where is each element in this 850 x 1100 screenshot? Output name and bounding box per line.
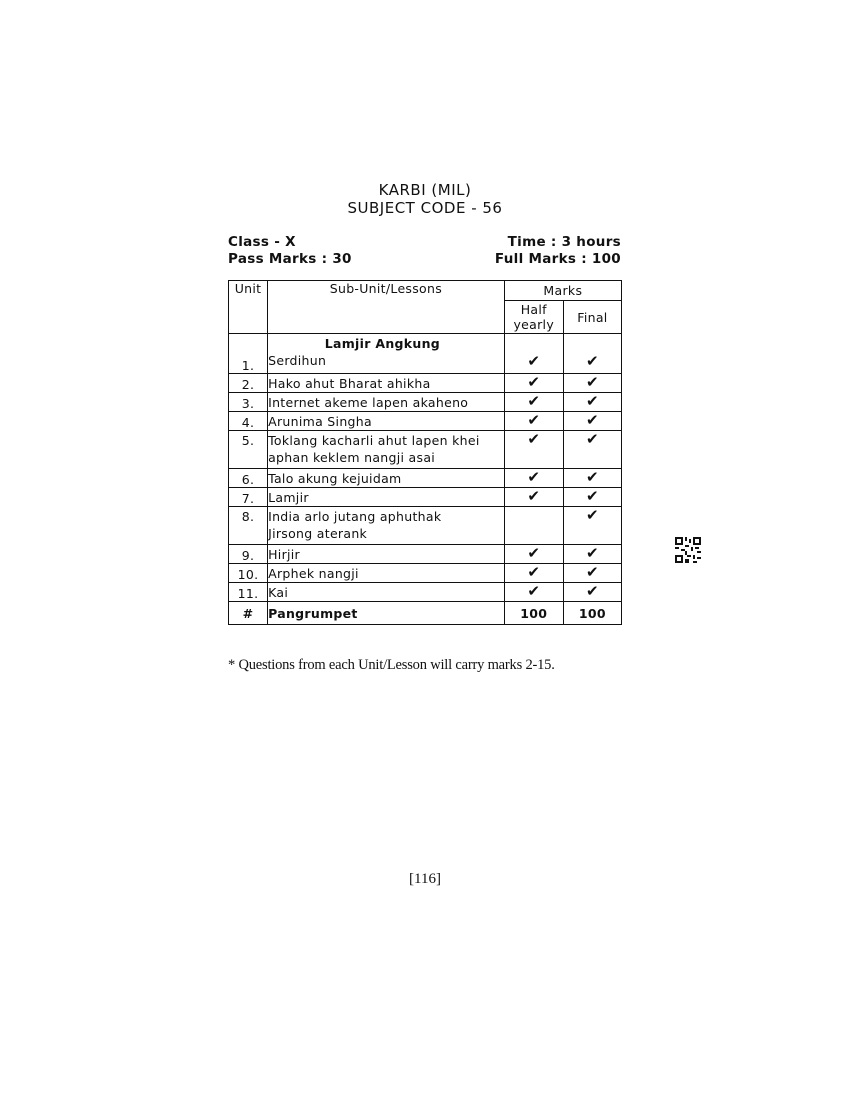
- table-row: [229, 583, 622, 602]
- lesson-line: Talo akung kejuidam: [268, 470, 402, 486]
- table-row: [229, 469, 622, 488]
- final-cell: [563, 431, 621, 469]
- lesson-line: Internet akeme lapen akaheno: [268, 394, 469, 410]
- half-yearly-cell: [504, 374, 563, 393]
- lesson-line: Toklang kacharli ahut lapen khei: [268, 433, 480, 448]
- unit-number: 10.: [229, 564, 268, 583]
- lesson-name: [268, 583, 505, 602]
- lesson-name: [268, 564, 505, 583]
- section-title: Lamjir Angkung: [324, 336, 441, 351]
- lesson-line: Serdihun: [268, 353, 327, 368]
- header-marks: Marks: [504, 281, 621, 301]
- checkmark-icon: ✔: [585, 392, 599, 410]
- final-cell: [563, 334, 621, 374]
- final-cell: [563, 412, 621, 431]
- total-final: 100: [563, 602, 621, 625]
- lesson-line: Jirsong aterank: [268, 526, 368, 541]
- lesson-line: Arunima Singha: [268, 413, 372, 429]
- half-yearly-cell: [504, 412, 563, 431]
- lesson-name: [268, 412, 505, 431]
- lesson-name: [268, 507, 505, 545]
- table-row: [229, 564, 622, 583]
- checkmark-icon: ✔: [585, 582, 599, 600]
- checkmark-icon: ✔: [527, 411, 541, 429]
- checkmark-icon: ✔: [527, 487, 541, 505]
- checkmark-icon: ✔: [527, 373, 541, 391]
- full-marks-label: Full Marks : 100: [494, 251, 621, 267]
- final-cell: [563, 469, 621, 488]
- lesson-name: [268, 374, 505, 393]
- unit-number: 2.: [229, 374, 268, 393]
- checkmark-icon: ✔: [585, 373, 599, 391]
- checkmark-icon: ✔: [585, 506, 599, 524]
- checkmark-icon: ✔: [585, 430, 599, 448]
- checkmark-icon: ✔: [585, 544, 599, 562]
- header-unit: Unit: [229, 281, 268, 334]
- lesson-name: [268, 488, 505, 507]
- subject-code: SUBJECT CODE - 56: [347, 199, 503, 217]
- lesson-line: aphan keklem nangji asai: [268, 450, 436, 465]
- unit-number: 11.: [229, 583, 268, 602]
- total-symbol: #: [229, 602, 268, 625]
- total-half-yearly: 100: [504, 602, 563, 625]
- pass-marks-label: Pass Marks : 30: [228, 251, 352, 267]
- final-cell: [563, 374, 621, 393]
- checkmark-icon: ✔: [527, 563, 541, 581]
- final-cell: [563, 545, 621, 564]
- lesson-name: [268, 393, 505, 412]
- checkmark-icon: ✔: [527, 430, 541, 448]
- header-half-yearly: [504, 301, 563, 334]
- unit-number: 8.: [229, 507, 268, 545]
- checkmark-icon: ✔: [585, 563, 599, 581]
- header-half-line1: Half: [520, 302, 547, 317]
- half-yearly-cell: [504, 545, 563, 564]
- table-row: [229, 488, 622, 507]
- final-cell: [563, 488, 621, 507]
- lesson-line: Lamjir: [268, 489, 309, 505]
- lesson-line: Hirjir: [268, 546, 300, 562]
- page-number: [116]: [409, 871, 441, 887]
- unit-number: 9.: [229, 545, 268, 564]
- checkmark-icon: ✔: [585, 468, 599, 486]
- checkmark-icon: ✔: [527, 582, 541, 600]
- lesson-name: [268, 431, 505, 469]
- qr-code-icon: [675, 537, 701, 563]
- checkmark-icon: ✔: [527, 468, 541, 486]
- table-row: [229, 507, 622, 545]
- unit-number: 5.: [229, 431, 268, 469]
- half-yearly-cell: [504, 431, 563, 469]
- table-row: [229, 412, 622, 431]
- half-yearly-cell: [504, 469, 563, 488]
- half-yearly-cell: [504, 488, 563, 507]
- lesson-name: [268, 545, 505, 564]
- unit-number: 6.: [229, 469, 268, 488]
- half-yearly-cell: [504, 564, 563, 583]
- total-row: [229, 602, 622, 625]
- lesson-name: [268, 334, 505, 374]
- final-cell: [563, 583, 621, 602]
- header-half-line2: yearly: [513, 317, 555, 332]
- time-label: Time : 3 hours: [507, 234, 621, 250]
- unit-number: 3.: [229, 393, 268, 412]
- class-label: Class - X: [228, 234, 296, 250]
- table-body: [229, 334, 622, 625]
- checkmark-icon: ✔: [527, 352, 541, 370]
- header-final: Final: [563, 301, 621, 334]
- lesson-line: India arlo jutang aphuthak: [268, 509, 442, 524]
- footnote: * Questions from each Unit/Lesson will carry marks 2-15.: [228, 657, 555, 673]
- final-cell: [563, 507, 621, 545]
- lesson-line: Hako ahut Bharat ahikha: [268, 375, 431, 391]
- lesson-line: Arphek nangji: [268, 565, 359, 581]
- half-yearly-cell: [504, 393, 563, 412]
- final-cell: [563, 564, 621, 583]
- half-yearly-cell: [504, 334, 563, 374]
- checkmark-icon: ✔: [585, 411, 599, 429]
- checkmark-icon: ✔: [527, 544, 541, 562]
- lesson-line: Kai: [268, 584, 289, 600]
- lesson-name: [268, 469, 505, 488]
- unit-number: 4.: [229, 412, 268, 431]
- half-yearly-cell: [504, 507, 563, 545]
- table-row: [229, 334, 622, 374]
- total-label: Pangrumpet: [268, 602, 505, 625]
- checkmark-icon: ✔: [585, 487, 599, 505]
- unit-number: 7.: [229, 488, 268, 507]
- document-title: KARBI (MIL): [378, 181, 472, 199]
- table-row: [229, 393, 622, 412]
- checkmark-icon: ✔: [585, 352, 599, 370]
- marks-table: [228, 280, 622, 625]
- header-lessons: Sub-Unit/Lessons: [268, 281, 505, 334]
- unit-number: 1.: [229, 334, 268, 374]
- table-row: [229, 431, 622, 469]
- checkmark-icon: ✔: [527, 392, 541, 410]
- half-yearly-cell: [504, 583, 563, 602]
- table-row: [229, 545, 622, 564]
- final-cell: [563, 393, 621, 412]
- table-row: [229, 374, 622, 393]
